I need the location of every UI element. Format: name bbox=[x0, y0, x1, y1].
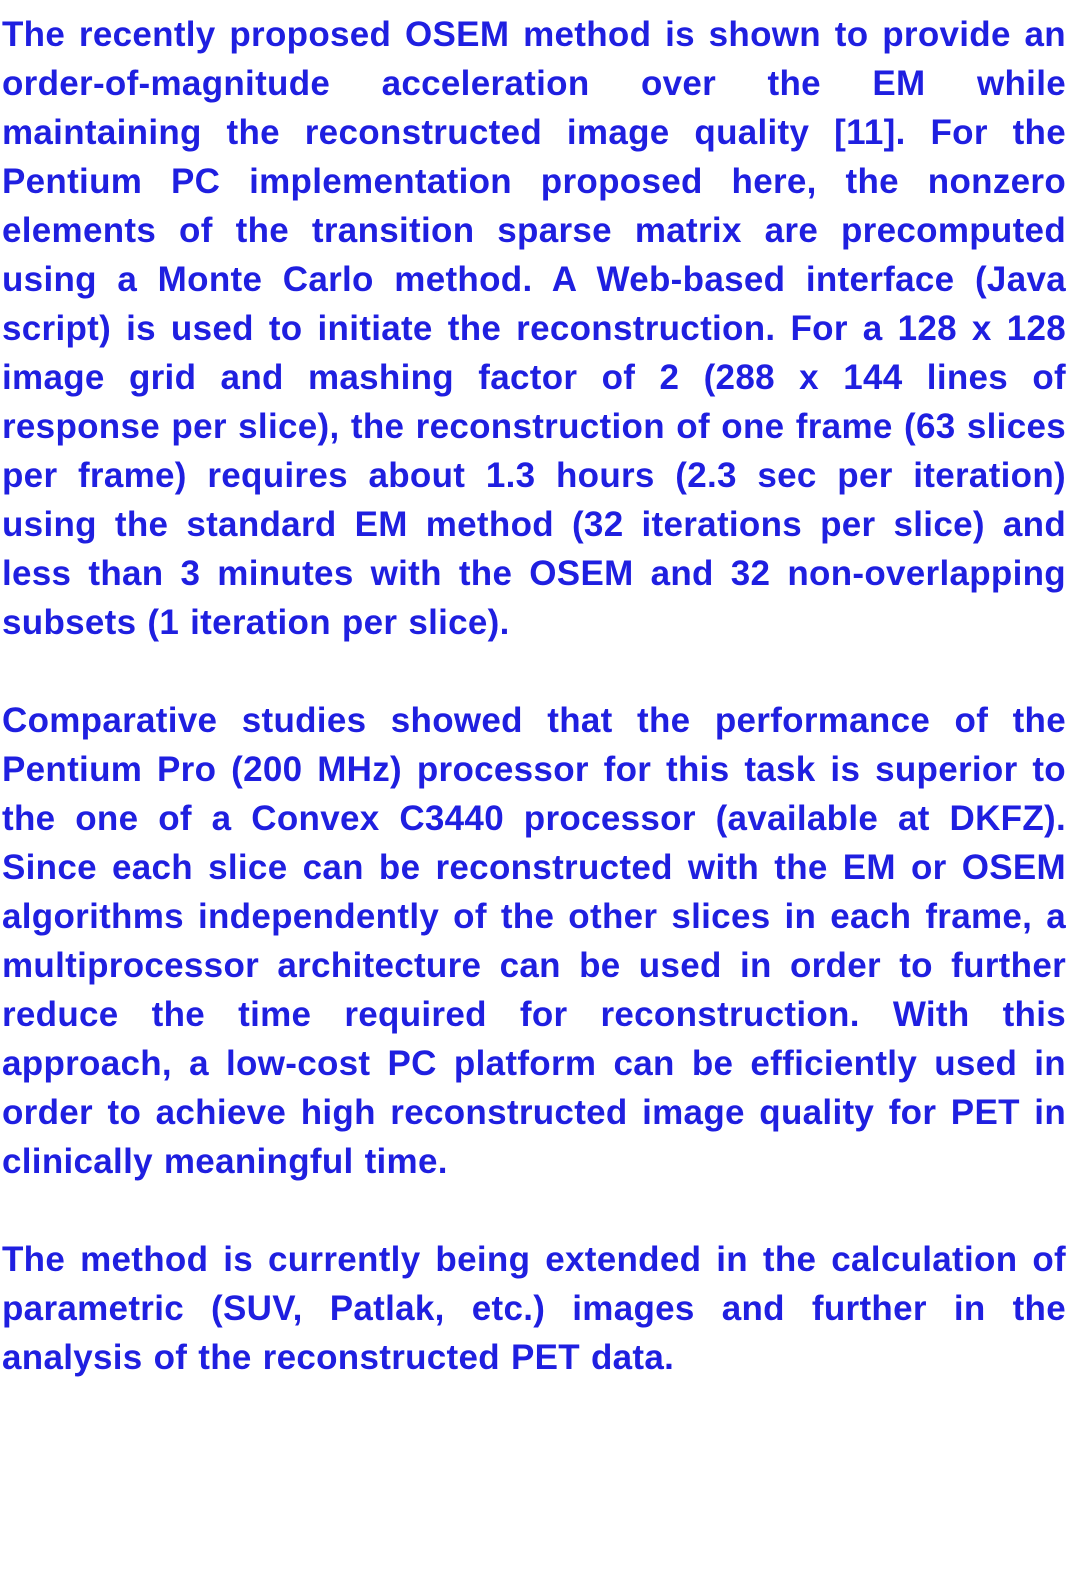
paragraph-osem-method: The recently proposed OSEM method is shown to provide an order-of-magnitude acceleration over the EM while maintaining the reconstructed image quality [11]. For the Pentium PC implementation proposed here, the nonzero elements of the transition sparse matrix are precomputed using a Monte Carlo method. A Web-based interface (Java script) is used to initiate the reconstruction. For a 128 x 128 image grid and mashing factor of 2 (288 x 144 lines of response per slice), the reconstruction of one frame (63 slices per frame) requires about 1.3 hours (2.3 sec per iteration) using the standard EM method (32 iterations per slice) and less than 3 minutes with the OSEM and 32 non-overlapping subsets (1 iteration per slice). bbox=[2, 15, 1066, 642]
paragraph-future-extension: The method is currently being extended in the calculation of parametric (SUV, Patlak, etc.) images and further in the analysis of the reconstructed PET data. bbox=[2, 1240, 1066, 1377]
paragraph-comparative-studies: Comparative studies showed that the performance of the Pentium Pro (200 MHz) processor for this task is superior to the one of a Convex C3440 processor (available at DKFZ). Since each slice can be reconstructed with the EM or OSEM algorithms independently of the other slices in each frame, a multiprocessor architecture can be used in order to further reduce the time required for reconstruction. With this approach, a low-cost PC platform can be efficiently used in order to achieve high reconstructed image quality for PET in clinically meaningful time. bbox=[2, 701, 1066, 1181]
